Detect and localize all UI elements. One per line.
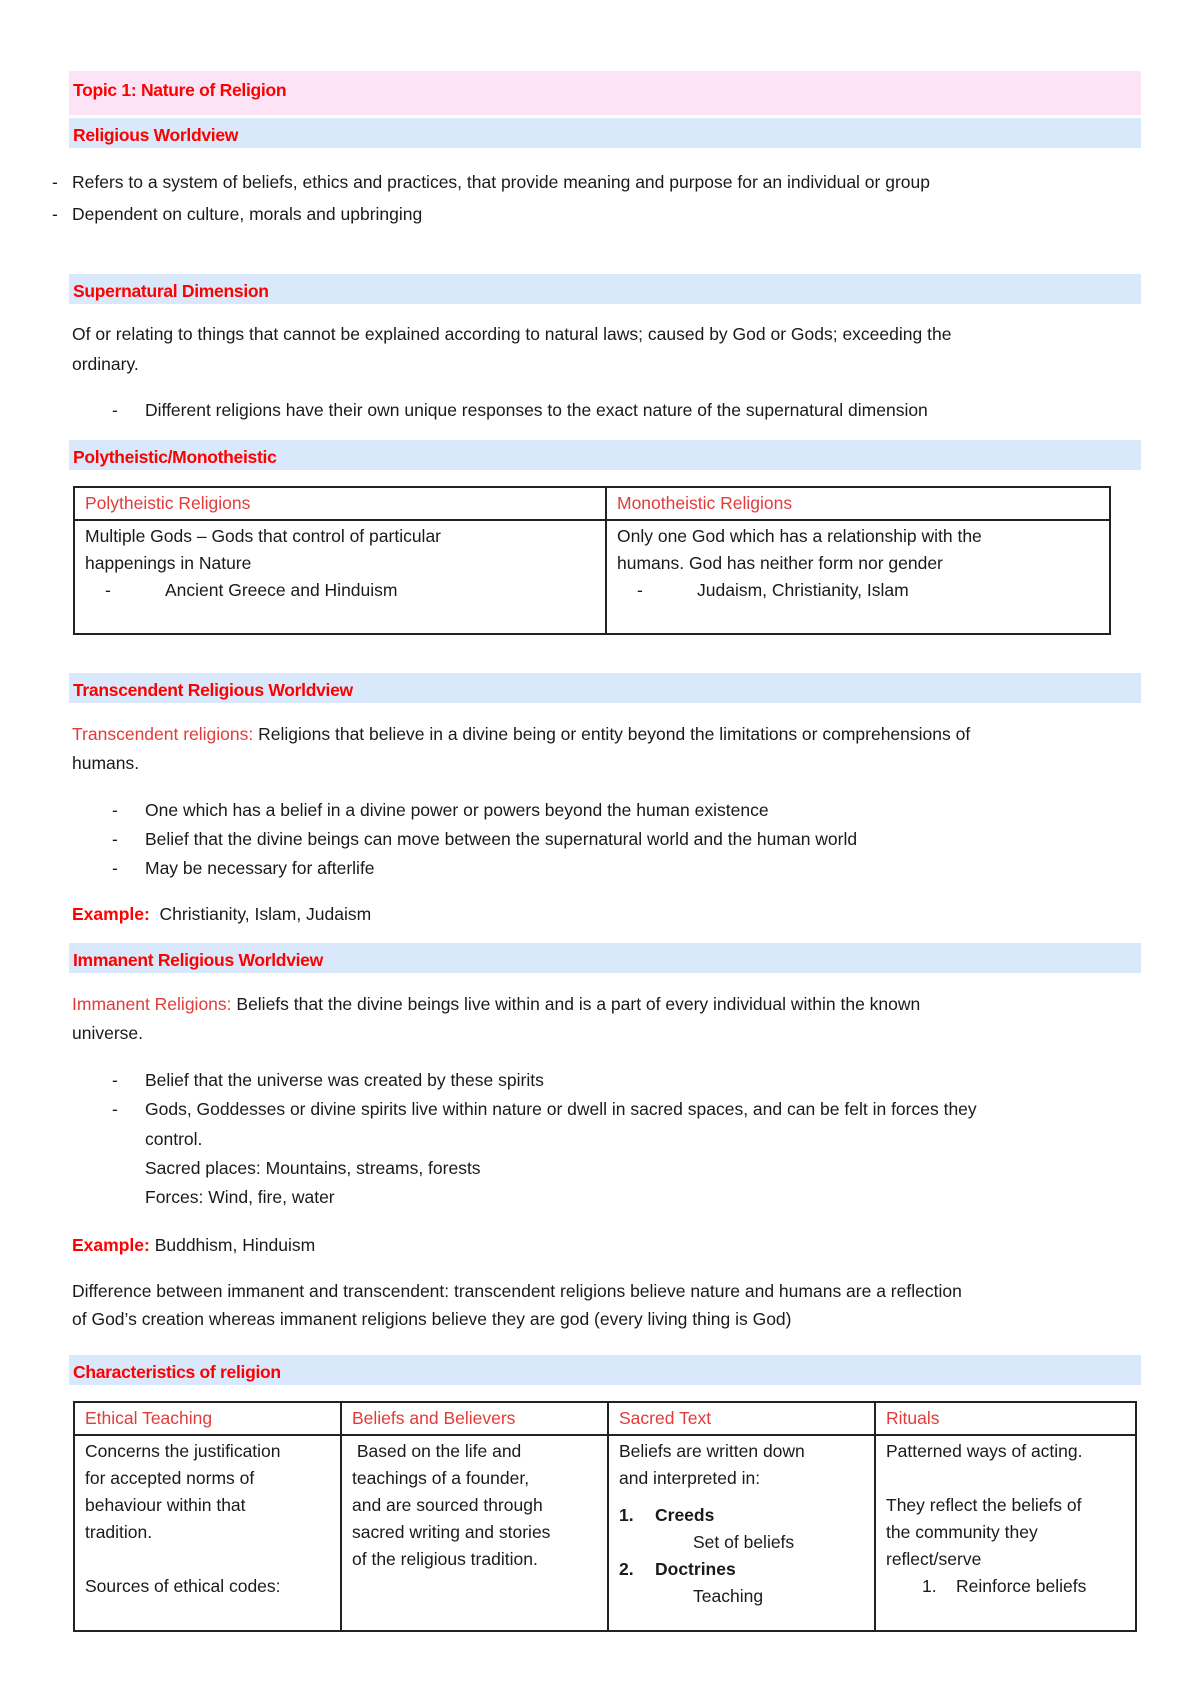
sacred-cell: [608, 1435, 875, 1631]
section-heading-transcendent: [69, 673, 1141, 703]
beliefs-line: teachings of a founder,: [352, 1468, 530, 1488]
poly-bullet: - Ancient Greece and Hinduism: [105, 580, 398, 600]
supernatural-para-line1: Of or relating to things that cannot be explained according to natural laws; caused by God or Gods; exceeding the: [72, 324, 952, 344]
bullet-dash: -: [112, 858, 118, 878]
immanent-forces: Forces: Wind, fire, water: [145, 1187, 335, 1207]
transcendent-term: Transcendent religions:: [72, 724, 254, 744]
ethical-line: behaviour within that: [85, 1495, 246, 1515]
poly-header: Polytheistic Religions: [74, 487, 606, 520]
supernatural-heading: Supernatural Dimension: [73, 281, 269, 301]
transcendent-example: [72, 901, 371, 927]
rituals-item-num: 1.: [922, 1576, 937, 1596]
section-heading-supernatural: [69, 274, 1141, 304]
topic-title-bar: [69, 71, 1141, 115]
bullet-dash: -: [52, 204, 58, 224]
mono-cell: [606, 520, 1110, 634]
beliefs-line: and are sourced through: [352, 1495, 543, 1515]
mono-line1: Only one God which has a relationship with the: [617, 526, 982, 546]
bullet-dash: -: [112, 800, 118, 820]
beliefs-header: Beliefs and Believers: [341, 1402, 608, 1435]
immanent-def-line1: [72, 991, 920, 1017]
beliefs-line: sacred writing and stories: [352, 1522, 551, 1542]
transcendent-bullet-3: May be necessary for afterlife: [145, 858, 375, 878]
bullet-dash: -: [112, 1099, 118, 1119]
immanent-term: Immanent Religions:: [72, 994, 232, 1014]
sacred-intro-line: and interpreted in:: [619, 1468, 761, 1488]
rituals-header: Rituals: [875, 1402, 1136, 1435]
poly-mono-heading: Polytheistic/Monotheistic: [73, 447, 277, 467]
ethical-line: Concerns the justification: [85, 1441, 281, 1461]
difference-line2: of God’s creation whereas immanent religions believe they are god (every living thing is God): [72, 1309, 792, 1329]
rituals-line: reflect/serve: [886, 1549, 982, 1569]
section-heading-poly-mono: [69, 440, 1141, 470]
sacred-item-title: Creeds: [655, 1505, 715, 1525]
sacred-item-title: Doctrines: [655, 1559, 736, 1579]
section-heading-characteristics: [69, 1355, 1141, 1385]
poly-bullet-text: Ancient Greece and Hinduism: [165, 580, 398, 600]
ethical-cell: [74, 1435, 341, 1631]
immanent-example-label: Example:: [72, 1235, 150, 1255]
section-heading-worldview: [69, 118, 1141, 148]
mono-bullet-text: Judaism, Christianity, Islam: [697, 580, 909, 600]
ethical-header: Ethical Teaching: [74, 1402, 341, 1435]
immanent-example: [72, 1232, 315, 1258]
sacred-item-desc: Set of beliefs: [693, 1532, 795, 1552]
transcendent-bullet-2: Belief that the divine beings can move between the supernatural world and the human world: [145, 829, 858, 849]
sacred-item-num: 2.: [619, 1559, 634, 1579]
sacred-item-2: [619, 1556, 864, 1583]
rituals-item: [886, 1573, 1125, 1600]
poly-line2: happenings in Nature: [85, 553, 252, 573]
immanent-def-line2: universe.: [72, 1023, 144, 1043]
beliefs-cell: [341, 1435, 608, 1631]
transcendent-def: Religions that believe in a divine being or entity beyond the limitations or comprehensions of: [253, 724, 971, 744]
bullet-dash: -: [112, 400, 118, 420]
sacred-header: Sacred Text: [608, 1402, 875, 1435]
section-heading-immanent: [69, 943, 1141, 973]
sacred-item-desc: Teaching: [693, 1586, 764, 1606]
ethical-line: for accepted norms of: [85, 1468, 255, 1488]
rituals-item-text: Reinforce beliefs: [956, 1576, 1087, 1596]
characteristics-table: [73, 1401, 1137, 1632]
immanent-def: Beliefs that the divine beings live within and is a part of every individual within the known: [231, 994, 921, 1014]
immanent-bullet-2-line2: control.: [145, 1129, 203, 1149]
beliefs-line: Based on the life and: [352, 1441, 522, 1461]
sacred-item-num: 1.: [619, 1505, 634, 1525]
transcendent-def-line2: humans.: [72, 753, 140, 773]
immanent-sacred-places: Sacred places: Mountains, streams, forests: [145, 1158, 481, 1178]
bullet-dash: -: [112, 829, 118, 849]
immanent-bullet-1: Belief that the universe was created by these spirits: [145, 1070, 544, 1090]
mono-bullet: - Judaism, Christianity, Islam: [637, 580, 909, 600]
mono-line2: humans. God has neither form nor gender: [617, 553, 943, 573]
beliefs-line: of the religious tradition.: [352, 1549, 538, 1569]
poly-line1: Multiple Gods – Gods that control of particular: [85, 526, 442, 546]
difference-line1: Difference between immanent and transcendent: transcendent religions believe nature and humans are a reflection: [72, 1281, 962, 1301]
transcendent-def-line1: [72, 721, 970, 747]
worldview-bullet-1: Refers to a system of beliefs, ethics and practices, that provide meaning and purpose for an individual or group: [72, 172, 930, 192]
ethical-line: Sources of ethical codes:: [85, 1576, 281, 1596]
bullet-dash: -: [52, 172, 58, 192]
sacred-intro-line: Beliefs are written down: [619, 1441, 805, 1461]
worldview-heading: Religious Worldview: [73, 125, 239, 145]
topic-title: Topic 1: Nature of Religion: [73, 80, 287, 100]
bullet-dash: -: [112, 1070, 118, 1090]
rituals-cell: [875, 1435, 1136, 1631]
ethical-line: tradition.: [85, 1522, 153, 1542]
immanent-example-text: Buddhism, Hinduism: [154, 1235, 316, 1255]
mono-header: Monotheistic Religions: [606, 487, 1110, 520]
ethical-line: [85, 1546, 330, 1573]
rituals-line: They reflect the beliefs of: [886, 1495, 1082, 1515]
transcendent-example-label: Example:: [72, 904, 150, 924]
transcendent-bullet-1: One which has a belief in a divine power or powers beyond the human existence: [145, 800, 769, 820]
rituals-line: the community they: [886, 1522, 1038, 1542]
characteristics-heading: Characteristics of religion: [73, 1362, 281, 1382]
rituals-line: [886, 1465, 1125, 1492]
transcendent-heading: Transcendent Religious Worldview: [73, 680, 353, 700]
worldview-bullet-2: Dependent on culture, morals and upbringing: [72, 204, 423, 224]
rituals-line: Patterned ways of acting.: [886, 1441, 1083, 1461]
poly-cell: [74, 520, 606, 634]
supernatural-para-line2: ordinary.: [72, 354, 139, 374]
immanent-bullet-2-line1: Gods, Goddesses or divine spirits live within nature or dwell in sacred spaces, and can be felt in forces they: [145, 1099, 977, 1119]
poly-mono-table: [73, 486, 1111, 635]
immanent-heading: Immanent Religious Worldview: [73, 950, 323, 970]
transcendent-example-text: Christianity, Islam, Judaism: [159, 904, 372, 924]
supernatural-bullet: Different religions have their own unique responses to the exact nature of the supernatural dimension: [145, 400, 928, 420]
sacred-item-1: [619, 1502, 864, 1529]
